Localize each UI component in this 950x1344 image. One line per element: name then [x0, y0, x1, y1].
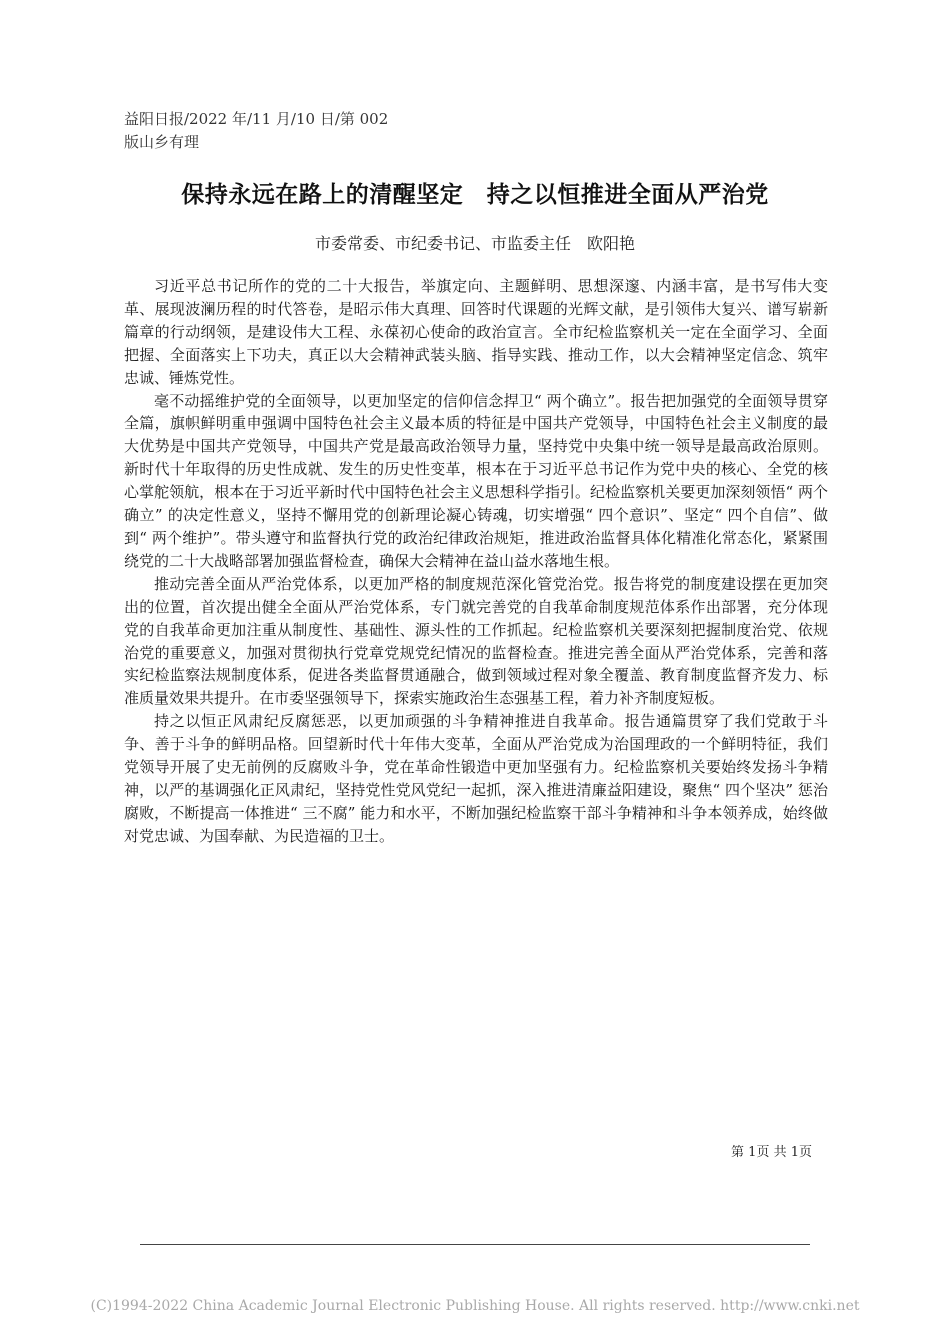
article-author: 市委常委、市纪委书记、市监委主任 欧阳艳: [314, 234, 635, 253]
article-body: [124, 275, 828, 848]
footer-divider: [140, 1244, 810, 1245]
source-line: 益阳日报/2022 年/11 月/10 日/第 002: [124, 110, 389, 128]
paragraph-2: 毫不动摇维护党的全面领导，以更加坚定的信仰信念捍卫“ 两个确立”。报告把加强党的全面领导贯穿全篇，旗帜鲜明重申强调中国特色社会主义最本质的特征是中国共产党领导，中国特色社会主义制度的最大优势是中国共产党领导，中国共产党是最高政治领导力量，坚持党中央集中统一领导是最高政治原则。新时代十年取得的历史性成就、发生的历史性变革，根本在于习近平总书记作为党中央的核心、全党的核心掌舵领航，根本在于习近平新时代中国特色社会主义思想科学指引。纪检监察机关要更加深刻领悟“ 两个确立” 的决定性意义，坚持不懈用党的创新理论凝心铸魂，切实增强“ 四个意识”、坚定“ 四个自信”、做到“ 两个维护”。带头遵守和监督执行党的政治纪律政治规矩，推进政治监督具体化精准化常态化，紧紧围绕党的二十大战略部署加强监督检查，确保大会精神在益山益水落地生根。: [124, 391, 828, 570]
article-title: 保持永远在路上的清醒坚定 持之以恒推进全面从严治党: [181, 182, 769, 208]
copyright-notice: (C)1994-2022 China Academic Journal Electronic Publishing House. All rights reserved. http://www.cnki.net: [90, 1298, 860, 1314]
paragraph-1: 习近平总书记所作的党的二十大报告，举旗定向、主题鲜明、思想深邃、内涵丰富，是书写伟大变革、展现波澜历程的时代答卷，是昭示伟大真理、回答时代课题的光辉文献，是引领伟大复兴、谱写崭新篇章的行动纲领，是建设伟大工程、永葆初心使命的政治宣言。全市纪检监察机关一定在全面学习、全面把握、全面落实上下功夫，真正以大会精神武装头脑、指导实践、推动工作，以大会精神坚定信念、筑牢忠诚、锤炼党性。: [124, 277, 828, 387]
source-info: [124, 108, 388, 154]
section-line: 版山乡有理: [124, 133, 200, 151]
paragraph-3: 推动完善全面从严治党体系，以更加严格的制度规范深化管党治党。报告将党的制度建设摆在更加突出的位置，首次提出健全全面从严治党体系，专门就完善党的自我革命制度规范体系作出部署，充分体现党的自我革命更加注重从制度性、基础性、源头性的工作抓起。纪检监察机关要深刻把握制度治党、依规治党的重要意义，加强对贯彻执行党章党规党纪情况的监督检查。推进完善全面从严治党体系，完善和落实纪检监察法规制度体系，促进各类监督贯通融合，做到领域过程对象全覆盖、教育制度监督齐发力、标准质量效果共提升。在市委坚强领导下，探索实施政治生态强基工程，着力补齐制度短板。: [124, 574, 828, 708]
paragraph-4: 持之以恒正风肃纪反腐惩恶，以更加顽强的斗争精神推进自我革命。报告通篇贯穿了我们党敢于斗争、善于斗争的鲜明品格。回望新时代十年伟大变革，全面从严治党成为治国理政的一个鲜明特征，我们党领导开展了史无前例的反腐败斗争，党在革命性锻造中更加坚强有力。纪检监察机关要始终发扬斗争精神，以严的基调强化正风肃纪，坚持党性党风党纪一起抓，深入推进清廉益阳建设，聚焦“ 四个坚决” 惩治腐败，不断提高一体推进“ 三不腐” 能力和水平，不断加强纪检监察干部斗争精神和斗争本领养成，始终做对党忠诚、为国奉献、为民造福的卫士。: [124, 712, 828, 845]
page-number: 第 1页 共 1页: [731, 1145, 812, 1160]
